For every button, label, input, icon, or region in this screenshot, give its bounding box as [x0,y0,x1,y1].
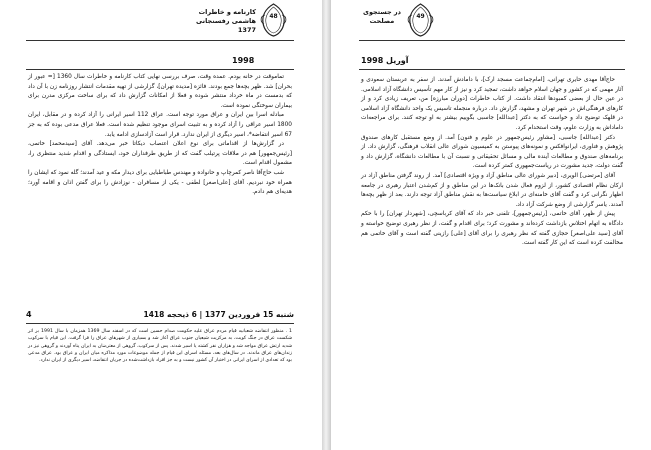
header-page-number: 49 [416,13,425,20]
paragraph: حاج‌آقا مهدی حایری تهرانی، [امام‌جماعت مسجد ارک]، با دامادش آمدند. از سفر به عربستان سعودی و آثار مهمی که در کشور و جهان اسلام خواهد داشت، تمجید کرد و نیز از کار مهم تأسیس دانشگاه آزاد اسلامی. در عین حال از بعضی کمبودها انتقاد داشت. از کتاب خاطرات [دوران مبارزه] من، تعریف زیادی کرد و از کارهای فرهنگی‌اش در شهر تهران و مشهد، گزارش داد. درباره منجمله تاسیس یک واحد دانشگاه آزاد اسلامی در قلهک توضیح داد و خواست که به دکتر [عبدالله] جاسبی بگوییم بیشتر به او توجه کنند. برای مراجعه‌ات داماداش به وزارت علوم، وقت استخدام کرد. [361,77,623,131]
book-gutter [322,0,330,450]
body-text [361,76,623,249]
header-rule [26,40,294,41]
running-header-line2: هاشمی رفسنجانی 1377 [196,17,256,34]
running-header-line1: کارنامه و خاطرات [198,8,256,16]
left-page [0,0,323,450]
paragraph: دکتر [عبدالله] جاسبی، [مشاور رئیس‌جمهور در علوم و فنون] آمد. از وضع مستقبل کارهای صندوق پژوهش و فناوری، ایرانوافکس و نمونه‌های پیوستن به کمیسیون شورای عالی انقلاب فرهنگی، گزارش داد. از برنامه‌های صندوق و مطالعات آینده مالی و مسائل تحقیقاتی و نسبت آن با مطالعات دانشگاه، گزارش داد و گفت دولت، جدید مشورت در ریاست‌جمهوری کمتر کرده است. [361,134,623,170]
year-heading: آوریل 1998 [361,56,409,65]
running-header: در جستجوی مصلحت [362,8,401,25]
body-text [28,73,292,198]
year-rule [26,69,294,70]
header-page-number: 48 [269,13,278,20]
year-heading: 1998 [232,56,255,65]
footnote: 1 . منظور انتفاضه شعبانیه قیام مردم عراق علیه حکومت صدام حسین است که در اسفند سال 1369 همزمان با سال 1991 بر اثر شکست عراق در جنگ کویت، به مرکزیت شیعیان جنوب عراق آغاز شد و بسیاری از شهرهای عراق را فرا گرفت. این قیام با سرکوب شدید ارتش عراق مواجه شد و هزاران نفر کشته یا اسیر شدند. پس از سرکوب، گروهی از معترضان به ایران پناه آوردند و گروهی نیز در زندان‌های عراق ماندند. در سال‌های بعد، مسئله اسرای این قیام از جمله موضوعات مورد مذاکره میان ایران و عراق بود. عراق مدعی بود که تعدادی از اسرای ایرانی در اختیار آن کشور نیست و به جز افراد بازداشت‌شده در جریان انتفاضه، اسیر دیگری از ایران ندارد. [28,329,292,364]
paragraph: پیش از ظهر، آقای خاتمی، [رئیس‌جمهور]، تلفنی خبر داد که آقای کرباسچی، [شهردار تهران] را با حکم دادگاه به اتهام اختلاس بازداشت کرده‌اند و مشورت کرد؛ برای اقدام و گفت، از نظر رهبری توضیح خواسته و آقای [سید علی‌اصغر] حجازی گفته که نظر رهبری را برای آقای [علی] رازینی گفته است و آقای خاتمی هم مخالفت کرده است که این کار گفته است. [361,211,623,247]
paragraph: مبادله اسرا بین ایران و عراق مورد توجه است. عراق 112 اسیر ایرانی را آزاد کرده و در مقابل، ایران 1800 اسیر عراقی را آزاد کرده و به تثبیت اسرای موجود تنظیم شده است. فعلا عراق مدعی بوده که به جز 67 اسیر انتفاضه*، اسیر دیگری از ایران ندارد. قرار است آزادسازی ادامه یابد. [28,112,292,138]
footnote-rule [26,323,294,324]
paragraph: شب حاج‌آقا ناصر کمرچاپ و حانواده و مهندس طباطبایی برای دیدار مکه و عید آمدند؛ گله نمود که ایشان را همراه خود نبردیم. آقای [علی‌اصغر] لطفی - یکی از مسافران - نوزادش را برای گفتن اذان و اقامه آورد؛ هدیه‌ای هم دادم. [28,169,292,196]
paragraph: تماموقت در خانه بودم. عمده وقت، صرف بررسی نهایی کتاب کارنامه و خاطرات سال 1360 [= عبور از بحران] شد. ظهر بچه‌ها جمع بودند. فائزه [مدیده تهران]، گزارشی از تهیه مقدمات انتشار روزنامه زن با آن داد که بدمست در ماه خرداد منتشر شوده و فعلا از امکانات گزارش داد که برای ساخت مرکزی مدرن برای بیماران سوختگی نموده است. [28,74,292,109]
paragraph: در گزارش‌ها از اقداماتی برای نوع اعلان اعتصاب دیکاتا خبر می‌دهد. آقای [سیدمحمد] خاتمی، [رئیس‌جمهور] هم در ملاقات پرتیلب گفت که از طریق طرفداران خود، ایستادگی و اقدام شدید منتظری را، مشمول اقدام است. [28,141,292,167]
right-page [330,0,651,450]
paragraph: آقای [مرتضی] الویری، [دبیر شورای عالی مناطق آزاد و ویژه اقتصادی] آمد. از روند گرفتن مناطق آزاد در ارکان نظام اقتصادی کشور، از لزوم فعال شدن بانک‌ها در این مناطق و از کم‌شدن اعتبار رهبری در جامعه اظهار نگرانی کرد و گفت آقای خامنه‌ای در ابلاغ سیاست‌ها به نقش مناطق آزاد توجه دارند. بعد از ظهر بچه‌ها آمدند. یاسر گزارشی از وضع شرکت آزاد داد. [361,172,623,208]
running-header [190,8,256,35]
entry-date: شنبه 15 فروردین 1377 | 6 ذیحجه 1418 [143,310,294,319]
ornament-icon [260,3,287,37]
ornament-icon [407,3,434,37]
header-rule [359,40,625,41]
year-rule [359,69,625,70]
page-number: 4 [26,310,32,319]
